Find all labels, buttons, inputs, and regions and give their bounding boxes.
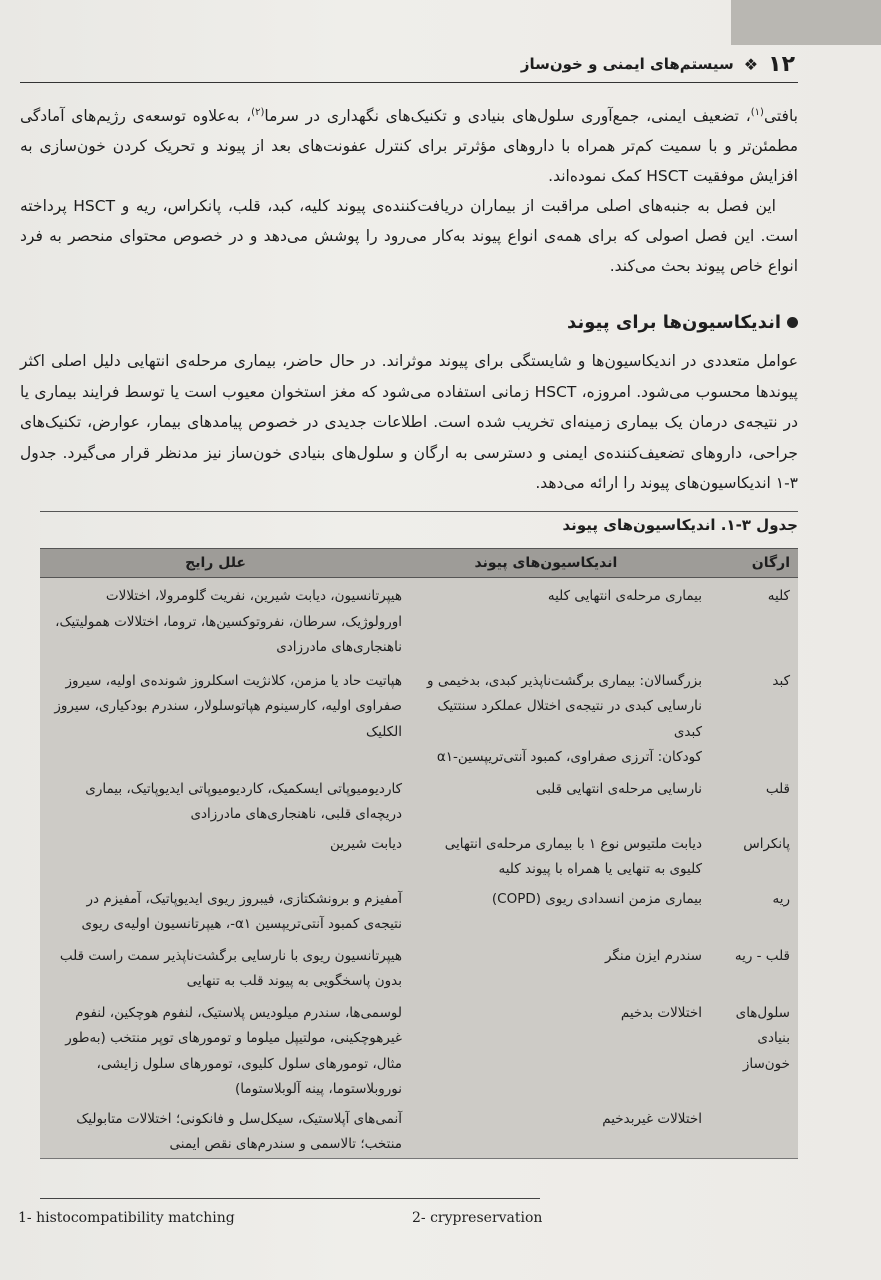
indication-cell: بزرگسالان: بیماری برگشت‌ناپذیر کبدی، بدخیمی و نارسایی کبدی در نتیجه‌ی اختلال عملکرد سنتتیک کبدی کودکان: آترزی صفراوی، کمبود آنتی‌تریپسین-α۱ <box>427 672 702 765</box>
diamond-ornament-icon: ❖ <box>743 54 759 74</box>
section-body <box>20 346 798 499</box>
table-row <box>40 771 798 828</box>
running-title: سیستم‌های ایمنی و خون‌ساز <box>520 55 734 73</box>
table-row <box>40 883 798 938</box>
cause-cell: هیپرتانسیون، دیابت شیرین، نفریت گلومرولا، اختلالات اورولوژیک، سرطان، نفروتوکسین‌ها، تروما، اختلالات همولیتیک، ناهنجاری‌های مادرزادی <box>55 588 402 655</box>
indication-cell: بیماری مزمن انسدادی ریوی (COPD) <box>491 890 702 907</box>
organ-cell: کلیه <box>767 588 790 604</box>
organ-cell: پانکراس <box>743 835 790 852</box>
organ-cell: قلب - ریه <box>734 947 790 964</box>
cause-cell: آمفیزم و برونشکتازی، فیبروز ریوی ایدیوپاتیک، آمفیزم در نتیجه‌ی کمبود آنتی‌تریپسین α۱-، هیپرتانسیون اولیه‌ی ریوی <box>81 890 402 932</box>
header-causes: علل رایج <box>185 555 246 571</box>
table-row <box>40 661 798 771</box>
table-body <box>40 578 798 1158</box>
intro-p1-part-a: بافتی <box>763 107 798 126</box>
footnote-ref-2: (۲) <box>251 107 265 118</box>
table-row <box>40 1103 798 1158</box>
intro-p1-part-c: ، به‌علاوه توسعه‌ی رژیم‌های آمادگی مطمئن‌تر و با سمیت کم‌تر همراه با داروهای مؤثرتر برای کنترل عفونت‌های بعد از پیوند و تحریک کردن خون‌سازی به افزایش موفقیت HSCT کمک نموده‌اند. <box>20 107 798 186</box>
intro-p1-part-b: ، تضعیف ایمنی، جمع‌آوری سلول‌های بنیادی و تکنیک‌های نگهداری در سرما <box>264 107 751 126</box>
intro-text <box>20 98 798 281</box>
cause-cell: لوسمی‌ها، سندرم میلودیس پلاستیک، لنفوم هوچکین، لنفوم غیرهوچکینی، مولتیپل میلوما و تومورهای توپر منتخب (به‌طور مثال، تومورهای سلول کلیوی، تومورهای سلول زایشی، نوروبلاستوما، پینه آلوبلاستوما) <box>65 1004 402 1097</box>
running-header <box>505 50 795 78</box>
intro-paragraph-1 <box>20 98 798 191</box>
bullet-icon <box>787 317 798 328</box>
footnote-2: 2- crypreservation <box>412 1210 543 1226</box>
table-caption: جدول ۳-۱. اندیکاسیون‌های پیوند <box>562 516 798 534</box>
page-corner-shadow <box>731 0 881 45</box>
cause-cell: کاردیومیوپاتی ایسکمیک، کاردیومیوپاتی ایدیوپاتیک، بیماری دریچه‌ای قلبی، ناهنجاری‌های مادرزادی <box>85 780 402 822</box>
section-heading-text: اندیکاسیون‌ها برای پیوند <box>567 312 781 333</box>
organ-cell: کبد <box>772 672 790 689</box>
indications-table <box>40 548 798 1159</box>
indication-cell: بیماری مرحله‌ی انتهایی کلیه <box>547 588 702 604</box>
page-number: ۱۲ <box>768 51 795 77</box>
indication-cell: نارسایی مرحله‌ی انتهایی قلبی <box>535 780 702 797</box>
footnote-1: 1- histocompatibility matching <box>18 1210 235 1226</box>
section-paragraph: عوامل متعددی در اندیکاسیون‌ها و شایستگی برای پیوند موثراند. در حال حاضر، بیماری مرحله‌ی انتهایی دلیل اصلی اکثر پیوندها محسوب می‌شود. امروزه، HSCT زمانی استفاده می‌شود که مغز استخوان معیوب است یا توسط فرایند بیماری یا در نتیجه‌ی درمان یک بیماری زمینه‌ای تخریب شده است. اطلاعات جدیدی در خصوص پیامدهای بیمار، عوارض، تکنیک‌های جراحی، داروهای تضعیف‌کننده‌ی ایمنی و دسترسی به ارگان و سلول‌های بنیادی خون‌ساز نیز مدنظر قرار می‌گیرد. جدول ۳-۱ اندیکاسیون‌های پیوند را ارائه می‌دهد. <box>20 352 798 492</box>
table-header-row <box>40 548 798 578</box>
header-organ: ارگان <box>751 555 790 571</box>
header-indications: اندیکاسیون‌های پیوند <box>474 555 618 571</box>
cause-cell: هپاتیت حاد یا مزمن، کلانژیت اسکلروز شونده‌ی اولیه، سیروز صفراوی اولیه، کارسینوم هپاتوسلولار، سندرم بودکیاری، سیروز الکلیک <box>54 672 402 740</box>
footnote-rule <box>40 1198 540 1199</box>
header-rule <box>20 82 798 83</box>
table-row <box>40 938 798 995</box>
table-top-rule <box>40 511 798 512</box>
intro-paragraph-2: این فصل به جنبه‌های اصلی مراقبت از بیماران دریافت‌کننده‌ی پیوند کلیه، کبد، قلب، پانکراس، ریه و HSCT پرداخته است. این فصل اصولی که برای همه‌ی انواع پیوند به‌کار می‌رود را پوشش می‌دهد و در خصوص محتوای منحصر به فرد انواع خاص پیوند بحث می‌کند. <box>20 197 798 276</box>
footnote-ref-1: (۱) <box>750 107 764 118</box>
section-heading <box>20 312 798 333</box>
table-row <box>40 578 798 661</box>
table-row <box>40 828 798 883</box>
indication-cell: سندرم ایزن منگر <box>604 947 702 964</box>
organ-cell: ریه <box>772 890 790 907</box>
organ-cell <box>708 1107 798 1158</box>
cause-cell: هیپرتانسیون ریوی با نارسایی برگشت‌ناپذیر سمت راست قلب بدون پاسخگویی به پیوند قلب به تنهایی <box>59 947 402 989</box>
cause-cell: آنمی‌های آپلاستیک، سیکل‌سل و فانکونی؛ اختلالات متابولیک منتخب؛ تالاسمی و سندرم‌های نقص ایمنی <box>76 1110 402 1152</box>
organ-cell: قلب <box>765 780 790 797</box>
table-row <box>40 995 798 1103</box>
organ-cell: سلول‌های بنیادی خون‌ساز <box>735 1004 790 1072</box>
indication-cell: اختلالات بدخیم <box>620 1004 702 1021</box>
cause-cell: دیابت شیرین <box>329 835 402 852</box>
indication-cell: دیابت ملتیوس نوع ۱ با بیماری مرحله‌ی انتهایی کلیوی به تنهایی یا همراه با پیوند کلیه <box>444 835 702 877</box>
indication-cell: اختلالات غیربدخیم <box>602 1110 702 1127</box>
